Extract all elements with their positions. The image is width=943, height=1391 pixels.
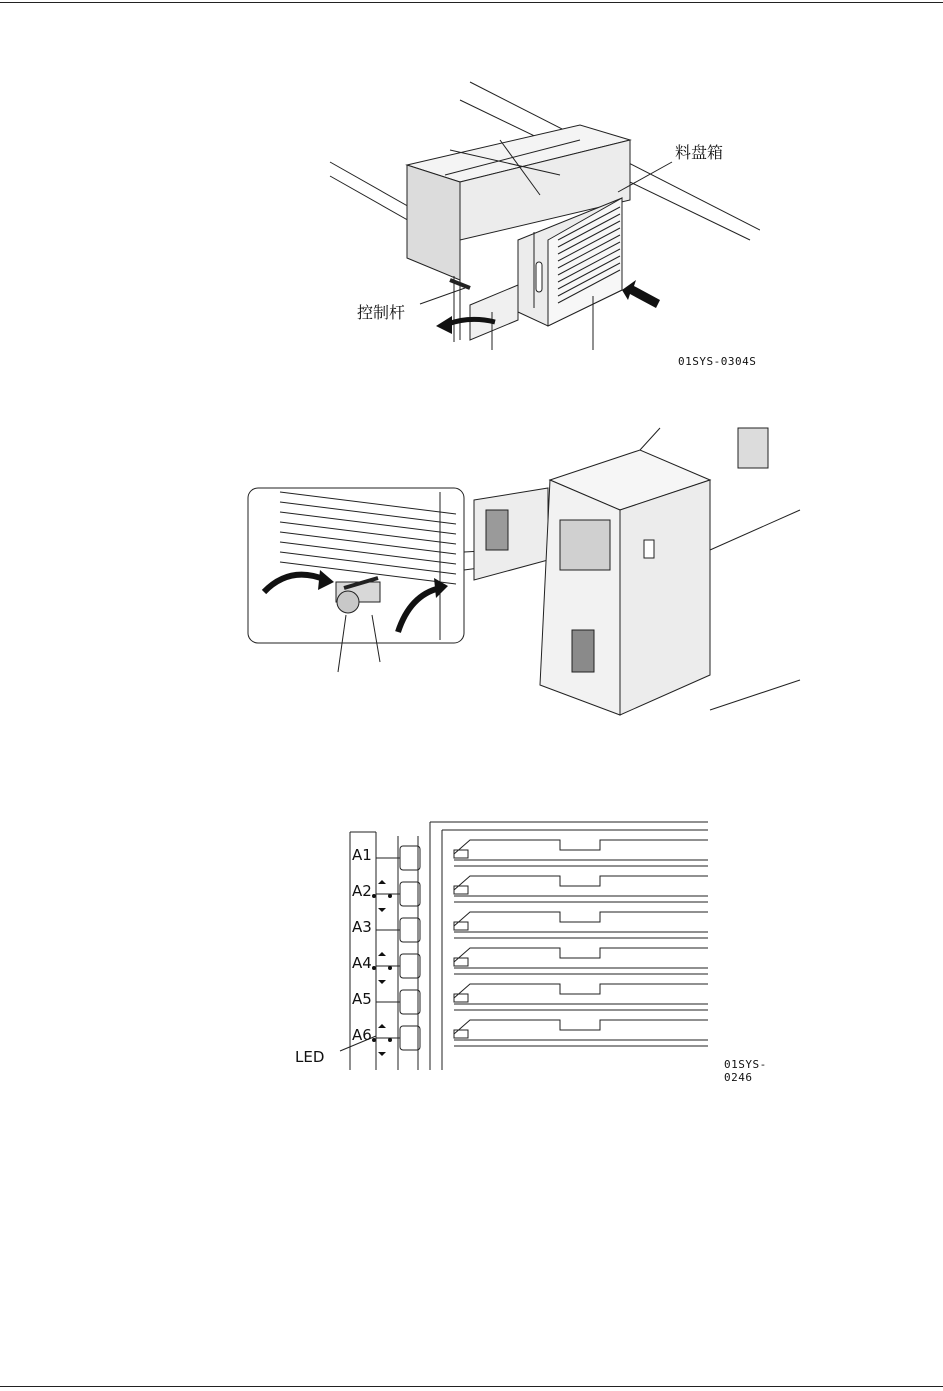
tray-2 xyxy=(376,876,708,906)
figure-machine-lever xyxy=(240,410,820,720)
tray-1 xyxy=(376,840,708,870)
lever-label: 控制杆 xyxy=(357,303,406,322)
led-blink-marks xyxy=(372,880,392,1056)
tray-label-a6: A6 xyxy=(352,1026,372,1044)
machine-illustration xyxy=(240,410,820,720)
figure-tray-box-removal xyxy=(300,80,760,380)
tray-5 xyxy=(376,984,708,1014)
bottom-rule xyxy=(0,1386,943,1387)
top-rule xyxy=(0,2,943,3)
tray-6 xyxy=(376,1020,708,1050)
figure-led-indicators xyxy=(290,818,767,1084)
led-label: LED xyxy=(295,1048,325,1066)
tray-label-a4: A4 xyxy=(352,954,372,972)
figure1-code: 01SYS-0304S xyxy=(678,355,757,368)
tray-box-illustration xyxy=(300,80,760,380)
figure3-code: 01SYS-0246 xyxy=(724,1058,767,1084)
tray-4 xyxy=(376,948,708,978)
tray-label-a3: A3 xyxy=(352,918,372,936)
tray-3 xyxy=(376,912,708,942)
tray-label-a1: A1 xyxy=(352,846,372,864)
tray-label-a2: A2 xyxy=(352,882,372,900)
tray-label-a5: A5 xyxy=(352,990,372,1008)
tray-box-label: 料盘箱 xyxy=(675,143,724,162)
